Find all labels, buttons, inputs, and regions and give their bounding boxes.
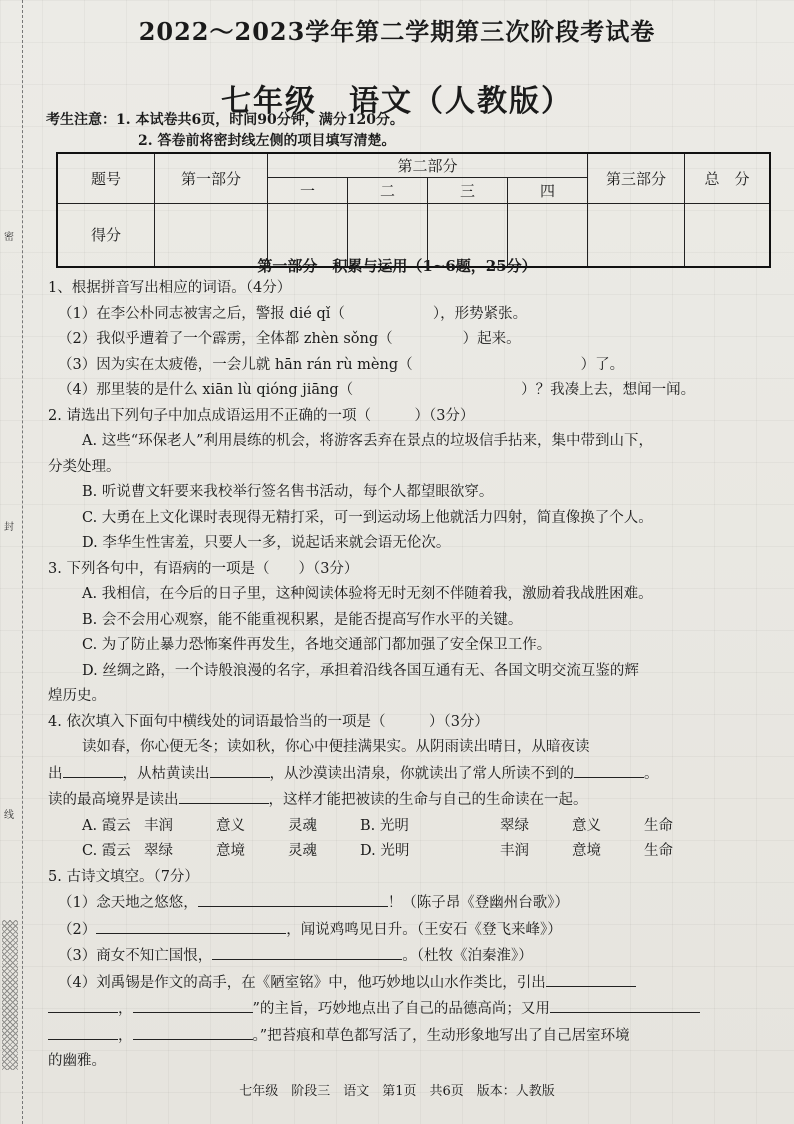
q1-item-3: （3）因为实在太疲倦，一会儿就 hān rán rù mèng（ ）了。	[58, 356, 625, 373]
q4-option-b: B. 光明	[360, 817, 409, 834]
q2-option-b: B. 听说曹文轩要来我校举行签名售书活动，每个人都望眼欲穿。	[82, 484, 494, 500]
notice-label: 考生注意：	[46, 112, 116, 128]
page-footer: 七年级 阶段三 语文 第1页 共6页 版本：人教版	[239, 1084, 555, 1099]
score-table	[56, 152, 771, 268]
notice-item-2: 2. 答卷前将密封线左侧的项目填写清楚。	[138, 133, 396, 149]
q2-option-d: D. 李华生性害羞，只要人一多，说起话来就会语无伦次。	[82, 535, 451, 551]
q2-option-a: A. 这些“环保老人”利用晨练的机会，将游客丢弃在景点的垃圾信手拈来，集中带到山下，	[82, 433, 654, 449]
q5-stem: 5. 古诗文填空。（7分）	[48, 868, 199, 885]
q4-stem: 4. 依次填入下面句中横线处的词语最恰当的一项是（ ）（3分）	[48, 713, 489, 730]
score-table-sub3: 三	[428, 177, 508, 203]
q5-item-4-line2: ， ”的主旨，巧妙地点出了自己的品德高尚；又用	[48, 996, 760, 1023]
q5-item-1: （1）念天地之悠悠， ！（陈子昂《登幽州台歌》）	[48, 890, 760, 917]
q1-item-4: （4）那里装的是什么 xiān lù qióng jiāng（ ）？我凑上去，想闻一闻。	[58, 382, 696, 398]
q4-passage-line3: 读的最高境界是读出 ，这样才能把被读的生命与自己的生命读在一起。	[48, 787, 760, 814]
score-table-total: 总 分	[685, 153, 771, 203]
exam-subtitle: 七年级 语文（人教版）	[221, 84, 573, 119]
q2-option-a-cont: 分类处理。	[48, 458, 121, 475]
q4-option-d: D. 光明	[360, 843, 410, 859]
q3-option-d-cont: 煌历史。	[48, 688, 106, 704]
binding-mark-xian: 线	[4, 810, 14, 821]
q1-stem: 1、根据拼音写出相应的词语。（4分）	[48, 280, 292, 296]
score-table-part2: 第二部分	[268, 153, 588, 177]
q4-option-a: A. 霞云	[82, 817, 131, 834]
q4-options-row1: A. 霞云 丰润 意义 灵魂 B. 光明 翠绿 意义 生命	[48, 814, 760, 840]
q5-item-4: （4）刘禹锡是作文的高手，在《陋室铭》中，他巧妙地以山水作类比，引出	[48, 970, 760, 997]
q5-item-4-line4: 的幽雅。	[48, 1053, 106, 1069]
q3-stem: 3. 下列各句中，有语病的一项是（ ）（3分）	[48, 560, 359, 577]
q3-option-b: B. 会不会用心观察，能不能重视积累，是能否提高写作水平的关键。	[82, 611, 523, 628]
score-table-tihao: 题号	[57, 153, 155, 203]
exam-title: 2022～2023学年第二学期第三次阶段考试卷	[138, 17, 656, 46]
score-table-sub1: 一	[268, 177, 348, 203]
q2-stem: 2. 请选出下列句子中加点成语运用不正确的一项（ ）（3分）	[48, 407, 475, 424]
q5-item-3: （3）商女不知亡国恨， 。（杜牧《泊秦淮》）	[48, 943, 760, 970]
binding-pattern	[2, 920, 18, 1070]
q5-item-4-line3: ， 。”把苔痕和草色都写活了，生动形象地写出了自己居室环境	[48, 1023, 760, 1050]
q4-passage-line1: 读如春，你心便无冬；读如秋，你心中便挂满果实。从阴雨读出晴日，从暗夜读	[82, 739, 590, 755]
score-table-sub2: 二	[348, 177, 428, 203]
q4-passage-line2: 出 ，从枯黄读出 ，从沙漠读出清泉，你就读出了常人所读不到的 。	[48, 761, 760, 788]
binding-mark-feng: 封	[4, 522, 14, 533]
seal-binding-strip	[0, 0, 23, 1124]
notice-item-1: 1. 本试卷共6页，时间90分钟，满分120分。	[116, 112, 404, 128]
q3-option-c: C. 为了防止暴力恐怖案件再发生，各地交通部门都加强了安全保卫工作。	[82, 637, 552, 653]
q2-option-c: C. 大勇在上文化课时表现得无精打采，可一到运动场上他就活力四射，简直像换了个人。	[82, 509, 653, 526]
q1-item-2: （2）我似乎遭着了一个霹雳，全体都 zhèn sǒng（ ）起来。	[58, 331, 521, 347]
score-table-sub4: 四	[508, 177, 588, 203]
q3-option-a: A. 我相信，在今后的日子里，这种阅读体验将无时无刻不伴随着我，激励着我战胜困难。	[82, 586, 653, 602]
score-table-part3: 第三部分	[588, 153, 685, 203]
score-table-part1: 第一部分	[155, 153, 268, 203]
score-table-defen: 得分	[57, 203, 155, 267]
section1-heading: 第一部分 积累与运用（1~6题，25分）	[257, 257, 537, 275]
q4-options-row2: C. 霞云 翠绿 意境 灵魂 D. 光明 丰润 意境 生命	[48, 839, 760, 865]
q1-item-1: （1）在李公朴同志被害之后，警报 dié qǐ（ ），形势紧张。	[58, 305, 528, 322]
binding-mark-mi: 密	[4, 232, 14, 243]
q3-option-d: D. 丝绸之路，一个诗般浪漫的名字，承担着沿线各国互通有无、各国文明交流互鉴的辉	[82, 662, 639, 679]
q5-item-2: （2） ，闻说鸡鸣见日升。（王安石《登飞来峰》）	[48, 917, 760, 944]
q4-option-c: C. 霞云	[82, 843, 131, 859]
questions-body	[48, 276, 760, 1075]
candidate-notice	[46, 110, 404, 152]
